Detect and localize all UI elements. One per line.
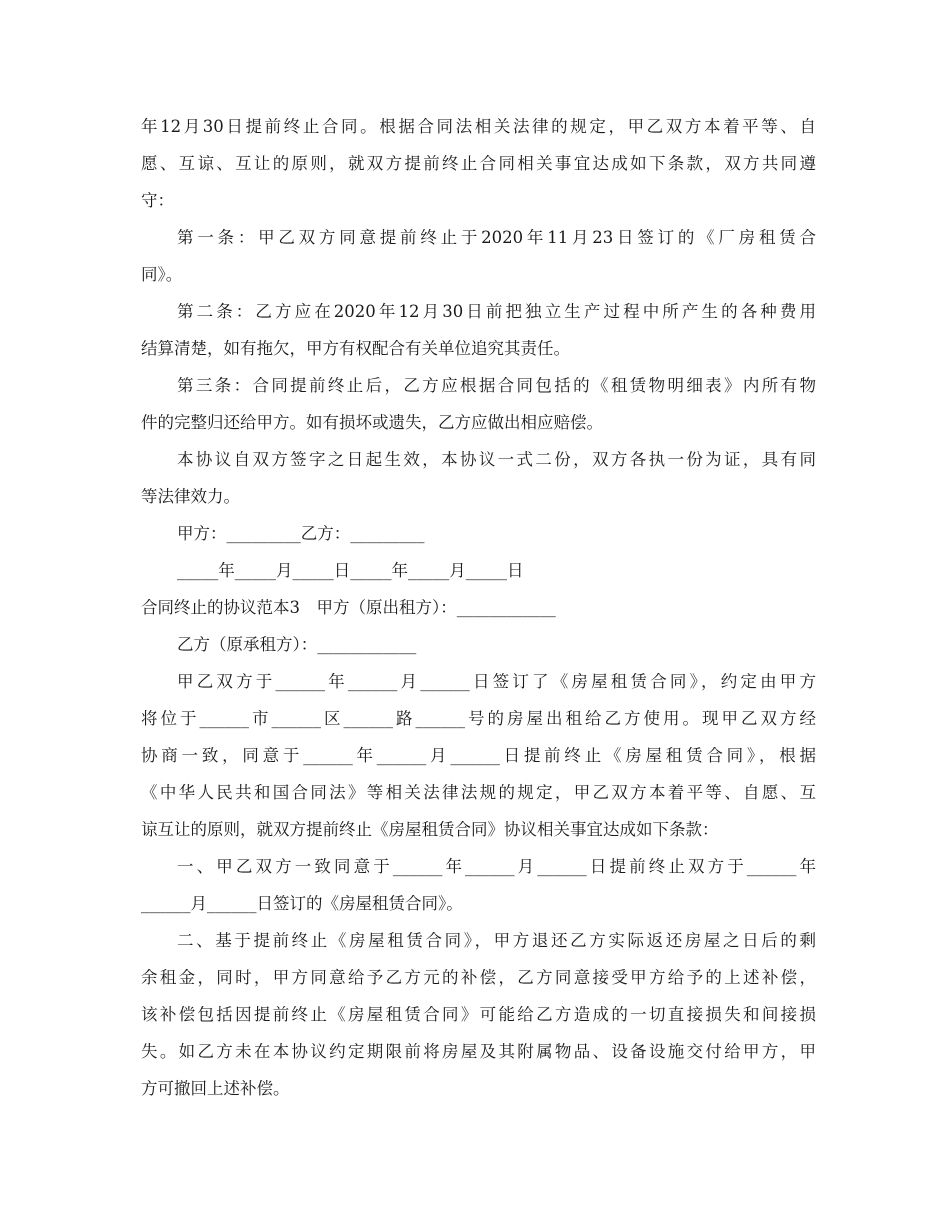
text-line: ______月______日签订的《房屋租赁合同》。 [141,894,463,913]
text-line: 谅互让的原则，就双方提前终止《房屋租赁合同》协议相关事宜达成如下条款： [141,820,719,839]
text-line: 本协议自双方签字之日起生效，本协议一式二份，双方各执一份为证，具有同 [177,450,816,469]
text-line: 甲乙双方于______年______月______日签订了《房屋租赁合同》，约定由甲方 [177,672,816,691]
text-line: 第二条：乙方应在2020年12月30日前把独立生产过程中所产生的各种费用 [177,302,816,321]
text-line: 守： [141,191,174,210]
text-line: _____年_____月_____日_____年_____月_____日 [177,561,524,580]
text-line: 协商一致，同意于______年______月______日提前终止《房屋租赁合同》，根据 [141,746,816,765]
text-line: 方可撤回上述补偿。 [141,1079,290,1098]
text-line: 年12月30日提前终止合同。根据合同法相关法律的规定，甲乙双方本着平等、自 [141,117,816,136]
text-line: 第三条：合同提前终止后，乙方应根据合同包括的《租赁物明细表》内所有物 [177,376,816,395]
text-line: 一、甲乙双方一致同意于______年______月______日提前终止双方于______年 [177,857,816,876]
text-line: 将位于______市______区______路______号的房屋出租给乙方使用。现甲乙双方经 [141,709,816,728]
text-line: 等法律效力。 [141,487,240,506]
text-line: 合同终止的协议范本3 甲方（原出租方）：____________ [141,598,556,617]
text-line: 结算清楚，如有拖欠，甲方有权配合有关单位追究其责任。 [141,339,570,358]
text-line: 同》。 [141,265,183,284]
text-line: 甲方：_________乙方：_________ [177,524,425,543]
text-line: 乙方（原承租方）：____________ [177,635,417,654]
text-line: 《中华人民共和国合同法》等相关法律法规的规定，甲乙双方本着平等、自愿、互 [141,783,816,802]
text-line: 余租金，同时，甲方同意给予乙方元的补偿，乙方同意接受甲方给予的上述补偿， [141,968,816,987]
text-line: 愿、互谅、互让的原则，就双方提前终止合同相关事宜达成如下条款，双方共同遵 [141,154,816,173]
text-line: 件的完整归还给甲方。如有损坏或遗失，乙方应做出相应赔偿。 [141,413,603,432]
text-line: 二、基于提前终止《房屋租赁合同》，甲方退还乙方实际返还房屋之日后的剩 [177,931,816,950]
document-body [141,108,816,1107]
text-line: 第一条：甲乙双方同意提前终止于2020年11月23日签订的《厂房租赁合 [177,228,816,247]
text-line: 该补偿包括因提前终止《房屋租赁合同》可能给乙方造成的一切直接损失和间接损 [141,1005,816,1024]
text-line: 失。如乙方未在本协议约定期限前将房屋及其附属物品、设备设施交付给甲方，甲 [141,1042,816,1061]
